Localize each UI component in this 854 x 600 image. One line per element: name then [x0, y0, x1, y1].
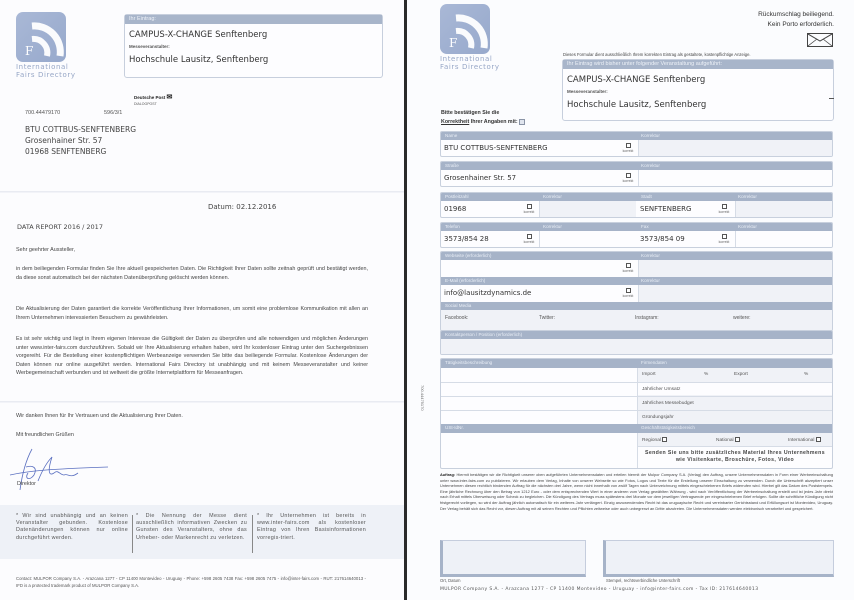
- field-street: [440, 161, 833, 187]
- reference-number: 700.44479170: [25, 110, 61, 116]
- form-note: Dieses Formular dient ausschließlich Ihrem korrekten Eintrag als gestaltete, kostenpflichtige Anzeige.: [563, 52, 751, 57]
- terms-text: [440, 472, 833, 511]
- confirm-rest: Ihrer Angaben mit:: [469, 119, 518, 125]
- closing: Mit freundlichen Grüßen: [16, 432, 74, 438]
- city-value: SENFTENBERG: [640, 205, 692, 213]
- notice-band: [0, 505, 405, 559]
- name-correction-input[interactable]: [638, 140, 832, 156]
- post-horn-icon: ✉: [166, 94, 173, 101]
- paragraph-4: Wir danken Ihnen für Ihr Vertrauen und die Aktualisierung Ihrer Daten.: [16, 413, 183, 419]
- brand-logo: [440, 4, 500, 71]
- logo-mark-icon: [440, 4, 490, 54]
- contact-person-input[interactable]: [441, 339, 832, 355]
- fair-budget-label: Jährliches Messebudget: [642, 401, 694, 406]
- entry-header: Ihr Eintrag wird bisher unter folgender Veranstaltung aufgeführt:: [563, 60, 833, 69]
- national-option[interactable]: National: [716, 437, 740, 443]
- revenue-label: Jährlicher Umsatz: [642, 387, 681, 392]
- logo-mark-icon: [16, 12, 66, 62]
- email-value: info@lausitzdynamics.de: [444, 289, 532, 297]
- send-material-note: Senden Sie uns bitte zusätzliches Material Ihres Unternehmens wie Visitenkarte, Broschüre, Fotos, Video: [644, 450, 826, 463]
- organizer-label: Messeveranstalter:: [129, 44, 170, 49]
- export-label: Export: [734, 372, 748, 377]
- entry-header: Ihr Eintrag:: [125, 15, 382, 24]
- notice-1: * Wir sind unabhängig und an keinen Veranstalter gebunden. Kostenlose Datenänderungen können nur online durchgeführt werden.: [16, 513, 128, 541]
- reference-code: 596/3/1: [104, 110, 123, 116]
- field-label: Fax: [641, 224, 649, 229]
- svg-text:F: F: [449, 36, 458, 50]
- social-media-label: Social Media: [445, 303, 472, 308]
- organizer-name: Hochschule Lausitz, Senftenberg: [567, 100, 707, 110]
- brand-name-line1: International: [16, 63, 69, 71]
- event-entry-box: [562, 59, 834, 121]
- paragraph-3: Es ist sehr wichtig und liegt in Ihrem eigenen Interesse die Gültigkeit der Daten zu überprüfen und alle notwendigen und möglichen Änderungen unter www.inter-fairs.com durchzuführen. Sobald wir Ihre Aktualisierung erhalten haben, wird Ihr kostenloser Eintrag unter den Suchergebnissen vorgereiht. Für die Bestellung einer kostenpflichtigen Werbeanzeige verwenden Sie bitte das beiliegende Formular. Kostenlose Änderungen der Daten können nur online ausgeführt werden. International Fairs Directory ist unabhängig und mit keinem Messeveranstalter und keiner Werbegemeinschaft verbunden und ist weltweit die größte Internetplattform für Messeanfragen.: [16, 336, 368, 377]
- brand-name-line2: Fairs Directory: [440, 62, 500, 71]
- return-note-line-2: Kein Porto erforderlich.: [767, 21, 834, 28]
- confirm-line-2: [441, 118, 525, 127]
- notice-separator: [252, 515, 253, 553]
- salutation: Sehr geehrter Aussteller,: [16, 247, 76, 253]
- vat-label: USt-IdNr.: [445, 425, 464, 430]
- recipient-address: [25, 124, 136, 157]
- checkbox-sample-icon: [519, 119, 525, 125]
- korrektur-label: Korrektur: [641, 163, 660, 168]
- vat-input[interactable]: [441, 433, 638, 468]
- zip-value: 01968: [444, 205, 467, 213]
- organizer-name: Hochschule Lausitz, Senftenberg: [129, 55, 269, 65]
- contact-person-label: Kontaktperson / Position (erforderlich): [445, 332, 523, 337]
- letter-date: Datum: 02.12.2016: [208, 203, 277, 211]
- korrekt-checkbox[interactable]: korrekt: [522, 204, 536, 214]
- korrekt-checkbox[interactable]: korrekt: [621, 288, 635, 298]
- korrektur-label: Korrektur: [641, 253, 660, 258]
- report-title: DATA REPORT 2016 / 2017: [17, 223, 103, 231]
- korrekt-checkbox[interactable]: korrekt: [621, 143, 635, 153]
- field-phone-fax: [440, 222, 833, 248]
- terms-body: Hiermit bestätigen wir die Richtigkeit unserer oben aufgeführten Unternehmensdaten und erteilen hiermit der Mulpor Company S.A. (Verlag) den Auftrag, unsere Unternehmensdaten in Form einer Werbeeinschaltung unter www.inter-fairs.com zu publizieren. Wir erlauben dem Verlag, Inhalte von unserer Webseite so wie Fotos, Logos und Texte für die Erstellung unserer Einschaltung zu verwenden. Durch die Unterschrift akzeptiert unser Unternehmen diesen rechtlich bindenden Auftrag für die nächsten drei Jahre, wenn nicht innerhalb von zwölf Tagen nach Unterzeichnung mittels eingeschriebenen Briefs widerrufen wird. Hierbei gilt das Datum des Poststempels. Eine jährliche Rechnung über den Betrag von 1212 Euro - oder dem entsprechenden Wert in einer anderen vom Verlag gewählten Währung - wird nach Veröffentlichung der Werbeeinschaltung erstellt und ist jedes Jahr direkt nach Erhalt mittels Überweisung oder Scheck zu begleichen. Die Kündigung des Vertrags muss spätestens drei Monate vor dem jeweiligen Vertragsende per eingeschriebenen Brief erfolgen. Sollte die schriftliche Kündigung nicht fristgerecht vorliegen, so wird der Auftrag jährlich automatisch für ein weiteres Jahr verlängert. Einzig anzuwendendes Recht ist das uruguayische Recht und vereinbarter Gerichtsstand und Erfüllungsort ist Montevideo, Uruguay. Der Verlag behält sich das Recht vor, diesen Auftrag mit all seinen Rechten und Pflichten zeitweise oder auch unbegrenzt an Dritte abzutreten. Die Unternehmensdaten werden elektronisch verarbeitet und gespeichert.: [440, 472, 833, 511]
- confirm-line-1: Bitte bestätigen Sie die: [441, 110, 500, 116]
- korrekt-checkbox[interactable]: korrekt: [717, 234, 731, 244]
- fold-line: [0, 191, 405, 193]
- company-footer: MULPOR Company S.A. - Arazcana 1277 - CP 11400 Montevideo - Uruguay - info@inter-fairs.com - Tax ID: 217614640013: [440, 587, 759, 592]
- facebook-label: Facebook:: [445, 315, 469, 321]
- website-correction-input[interactable]: [638, 260, 832, 277]
- stamp-signature-label: Stempel, rechtsverbindliche Unterschrift: [606, 578, 681, 583]
- brand-logo: [16, 12, 76, 79]
- stamp-signature-input[interactable]: [603, 540, 834, 577]
- fax-value: 3573/854 09: [640, 235, 685, 243]
- paragraph-1: in dem beiliegenden Formular finden Sie Ihre aktuell gespeicherten Daten. Die Richtigkeit Ihrer Daten sollte zeitnah geprüft und bestätigt werden, da diese sonst automatisch bei der nächsten Datenüberprüfung gelöscht werden können.: [16, 266, 368, 281]
- street-value: Grosenhainer Str. 57: [444, 174, 517, 182]
- place-date-label: Ort, Datum: [440, 578, 461, 583]
- korrektur-label: Korrektur: [738, 194, 757, 199]
- company-details-block: [440, 358, 833, 469]
- korrektur-label: Korrektur: [641, 133, 660, 138]
- city-correction-input[interactable]: [735, 201, 832, 217]
- place-date-input[interactable]: [440, 540, 586, 577]
- twitter-label: Twitter:: [539, 315, 556, 321]
- return-note-line-1: Rückumschlag beiliegend.: [758, 11, 834, 18]
- import-percent: %: [704, 372, 709, 377]
- field-label: E-Mail (erforderlich): [445, 278, 486, 283]
- notice-3: * Ihr Unternehmen ist bereits in www.inter-fairs.com als kostenloser Eintrag von Ihren Basisinformationen vorregis-triert.: [257, 513, 366, 541]
- return-envelope-note: [758, 10, 834, 30]
- address-line-1: BTU COTTBUS-SENFTENBERG: [25, 125, 137, 134]
- field-label: Name: [445, 133, 458, 138]
- phone-value: 3573/854 28: [444, 235, 489, 243]
- international-option[interactable]: International: [788, 437, 821, 443]
- address-line-3: 01968 SENFTENBERG: [25, 147, 107, 156]
- postage-mark: [134, 93, 172, 106]
- field-zip-city: [440, 192, 833, 218]
- paragraph-2: Die Aktualisierung der Daten garantiert die korrekte Veröffentlichung Ihrer Informationen, um somit eine problemlose Kommunikation mit allen an Ihrem Unternehmen interessierten Besuchern zu gewährleisten.: [16, 306, 368, 321]
- import-label: Import: [642, 372, 656, 377]
- business-area-label: Geschäftstätigkeitsbereich: [641, 425, 695, 430]
- korrektur-label: Korrektur: [543, 194, 562, 199]
- signature: [8, 445, 118, 500]
- field-contact-person: [440, 330, 833, 355]
- postage-carrier: Deutsche Post: [134, 95, 166, 100]
- company-data-label: Firmendaten: [641, 360, 667, 365]
- instagram-label: Instagram:: [635, 315, 659, 321]
- field-label: Postleitzahl: [445, 194, 469, 199]
- signature-title: Direktor: [17, 481, 36, 487]
- confirm-underlined: Korrektheit: [441, 119, 470, 125]
- event-name: CAMPUS-X-CHANGE Senftenberg: [129, 30, 268, 40]
- terms-heading: Auftrag:: [440, 472, 456, 477]
- field-web-email-social: [440, 251, 833, 331]
- envelope-icon: [807, 33, 833, 47]
- zip-correction-input[interactable]: [539, 201, 636, 217]
- postage-service: DIALOGPOST: [134, 102, 157, 106]
- address-line-2: Grosenhainer Str. 57: [25, 136, 103, 145]
- margin-mark: [829, 98, 834, 99]
- field-label: Straße: [445, 163, 459, 168]
- brand-name-line2: Fairs Directory: [16, 70, 76, 79]
- korrekt-checkbox[interactable]: korrekt: [717, 204, 731, 214]
- field-label: Webseite (erforderlich): [445, 253, 492, 258]
- fold-line: [0, 401, 405, 403]
- korrekt-checkbox[interactable]: korrekt: [621, 173, 635, 183]
- field-label: Telefon: [445, 224, 460, 229]
- korrektur-label: Korrektur: [543, 224, 562, 229]
- side-reference-number: 700.44479170: [420, 385, 425, 411]
- export-percent: %: [804, 372, 809, 377]
- regional-option[interactable]: Regional: [642, 437, 667, 443]
- brand-name-line1: International: [440, 55, 493, 63]
- field-label: Stadt: [641, 194, 652, 199]
- organizer-label: Messeveranstalter:: [567, 89, 608, 94]
- korrekt-checkbox[interactable]: korrekt: [621, 263, 635, 273]
- svg-text:F: F: [25, 44, 34, 58]
- street-correction-input[interactable]: [638, 170, 832, 186]
- name-value: BTU COTTBUS-SENFTENBERG: [444, 144, 548, 152]
- email-correction-input[interactable]: [638, 285, 832, 302]
- notice-separator: [132, 515, 133, 553]
- event-name: CAMPUS-X-CHANGE Senftenberg: [567, 75, 706, 85]
- korrektur-label: Korrektur: [738, 224, 757, 229]
- other-social-label: weitere:: [733, 315, 751, 321]
- letter-page: [0, 0, 405, 600]
- activity-input[interactable]: [441, 368, 638, 424]
- founded-label: Gründungsjahr: [642, 415, 674, 420]
- notice-2: * Die Nennung der Messe dient ausschließlich informativen Zwecken zu Gunsten des Veranstalters, ohne das Urheber- oder Markenrecht zu verletzen.: [136, 513, 247, 541]
- korrektur-label: Korrektur: [641, 278, 660, 283]
- korrekt-checkbox[interactable]: korrekt: [522, 234, 536, 244]
- field-name: [440, 131, 833, 157]
- contact-footer: Contact: MULPOR Company S.A. - Arazcana 1277 - CP 11400 Montevideo - Uruguay - Phone: +598 2605 7438 Fax: +598 2605 7475 - info@inter-fairs.com - RUT: 217614640013 - IFD is a protected trademark product of MULPOR Company S.A.: [16, 576, 366, 588]
- fax-correction-input[interactable]: [735, 231, 832, 247]
- activity-label: Tätigkeitsbeschreibung: [445, 360, 493, 365]
- phone-correction-input[interactable]: [539, 231, 636, 247]
- confirm-instruction: [441, 109, 525, 127]
- event-entry-box: [124, 14, 383, 78]
